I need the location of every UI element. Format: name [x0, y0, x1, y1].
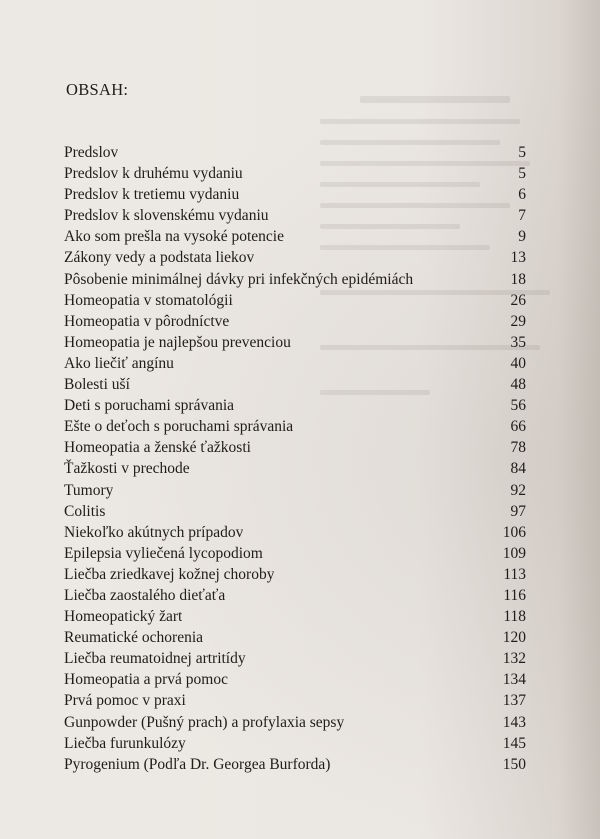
toc-entry-title: Tumory — [64, 481, 114, 499]
toc-entry — [64, 353, 526, 374]
toc-entry-page: 26 — [510, 291, 526, 309]
toc-entry — [64, 585, 526, 606]
toc-entry-title: Liečba reumatoidnej artritídy — [64, 650, 246, 668]
toc-entry-page: 132 — [502, 650, 526, 668]
table-of-contents — [64, 142, 526, 775]
toc-entry — [64, 648, 526, 669]
toc-entry — [64, 501, 526, 522]
toc-entry-page: 56 — [510, 397, 526, 415]
toc-entry-title: Pôsobenie minimálnej dávky pri infekčných epidémiách — [64, 270, 414, 288]
toc-entry-page: 84 — [510, 460, 526, 478]
toc-entry — [64, 669, 526, 690]
toc-entry-title: Homeopatický žart — [64, 608, 183, 626]
toc-entry-title: Reumatické ochorenia — [64, 629, 204, 647]
toc-entry-title: Predslov k slovenskému vydaniu — [64, 207, 269, 225]
toc-entry-title: Prvá pomoc v praxi — [64, 692, 186, 710]
toc-entry-title: Predslov — [64, 144, 119, 161]
toc-entry-page: 40 — [510, 354, 526, 372]
toc-entry — [64, 205, 526, 226]
toc-entry — [64, 712, 526, 733]
toc-entry-page: 137 — [502, 692, 526, 710]
toc-entry-page: 5 — [518, 144, 526, 161]
toc-entry-title: Predslov k tretiemu vydaniu — [64, 186, 240, 204]
toc-entry-title: Homeopatia v stomatológii — [64, 291, 233, 309]
toc-entry-title: Deti s poruchami správania — [64, 397, 235, 415]
toc-entry-title: Ťažkosti v prechode — [64, 460, 190, 478]
toc-entry — [64, 332, 526, 353]
toc-entry-page: 18 — [510, 270, 526, 288]
toc-entry — [64, 374, 526, 395]
toc-entry-title: Predslov k druhému vydaniu — [64, 165, 243, 183]
toc-heading: OBSAH: — [66, 80, 129, 99]
toc-entry — [64, 163, 526, 184]
toc-entry-page: 116 — [503, 586, 526, 604]
toc-entry-page: 66 — [510, 418, 526, 436]
toc-entry-title: Colitis — [64, 502, 106, 520]
toc-entry-title: Homeopatia a ženské ťažkosti — [64, 439, 251, 457]
toc-entry-title: Homeopatia v pôrodníctve — [64, 312, 230, 330]
toc-entry — [64, 754, 526, 775]
toc-entry — [64, 290, 526, 311]
toc-entry-page: 35 — [510, 333, 526, 351]
toc-entry — [64, 437, 526, 458]
toc-entry-title: Gunpowder (Pušný prach) a profylaxia sepsy — [64, 713, 345, 731]
toc-entry — [64, 184, 526, 205]
toc-entry-page: 92 — [510, 481, 526, 499]
toc-entry-page: 48 — [510, 376, 526, 394]
toc-entry — [64, 543, 526, 564]
toc-entry-title: Homeopatia a prvá pomoc — [64, 671, 228, 689]
toc-entry — [64, 627, 526, 648]
toc-entry — [64, 522, 526, 543]
toc-entry-title: Liečba zaostalého dieťaťa — [64, 586, 226, 604]
toc-entry-title: Ako som prešla na vysoké potencie — [64, 228, 284, 246]
toc-entry-page: 29 — [510, 312, 526, 330]
toc-entry-page: 78 — [510, 439, 526, 457]
toc-entry — [64, 606, 526, 627]
toc-entry-title: Liečba furunkulózy — [64, 734, 186, 752]
toc-entry-title: Liečba zriedkavej kožnej choroby — [64, 565, 275, 583]
toc-entry-title: Zákony vedy a podstata liekov — [64, 249, 255, 267]
toc-entry — [64, 480, 526, 501]
toc-entry-title: Homeopatia je najlepšou prevenciou — [64, 333, 291, 351]
toc-entry-page: 118 — [503, 608, 526, 626]
toc-entry — [64, 311, 526, 332]
toc-entry — [64, 226, 526, 247]
toc-entry-page: 7 — [518, 207, 526, 225]
toc-entry — [64, 564, 526, 585]
toc-entry-page: 6 — [518, 186, 526, 204]
toc-entry — [64, 395, 526, 416]
toc-entry-title: Ako liečiť angínu — [64, 354, 174, 372]
toc-entry-title: Pyrogenium (Podľa Dr. Georgea Burforda) — [64, 755, 331, 773]
toc-entry-title: Niekoľko akútnych prípadov — [64, 523, 244, 541]
toc-entry — [64, 458, 526, 479]
toc-entry-page: 9 — [518, 228, 526, 246]
toc-entry-page: 143 — [502, 713, 526, 731]
toc-entry-page: 106 — [502, 523, 526, 541]
toc-entry-title: Epilepsia vyliečená lycopodiom — [64, 544, 263, 562]
toc-entry — [64, 247, 526, 268]
toc-entry-title: Bolesti uší — [64, 376, 130, 394]
toc-entry-page: 134 — [502, 671, 526, 689]
toc-entry-page: 145 — [502, 734, 526, 752]
toc-entry-page: 109 — [502, 544, 526, 562]
toc-entry — [64, 269, 526, 290]
toc-entry-page: 113 — [503, 565, 526, 583]
toc-entry-title: Ešte o deťoch s poruchami správania — [64, 418, 294, 436]
toc-entry — [64, 416, 526, 437]
toc-entry-page: 150 — [502, 755, 526, 773]
toc-entry-page: 97 — [510, 502, 526, 520]
toc-entry — [64, 142, 526, 163]
toc-entry-page: 120 — [502, 629, 526, 647]
toc-entry — [64, 733, 526, 754]
toc-entry-page: 13 — [510, 249, 526, 267]
toc-entry — [64, 690, 526, 711]
toc-entry-page: 5 — [518, 165, 526, 183]
